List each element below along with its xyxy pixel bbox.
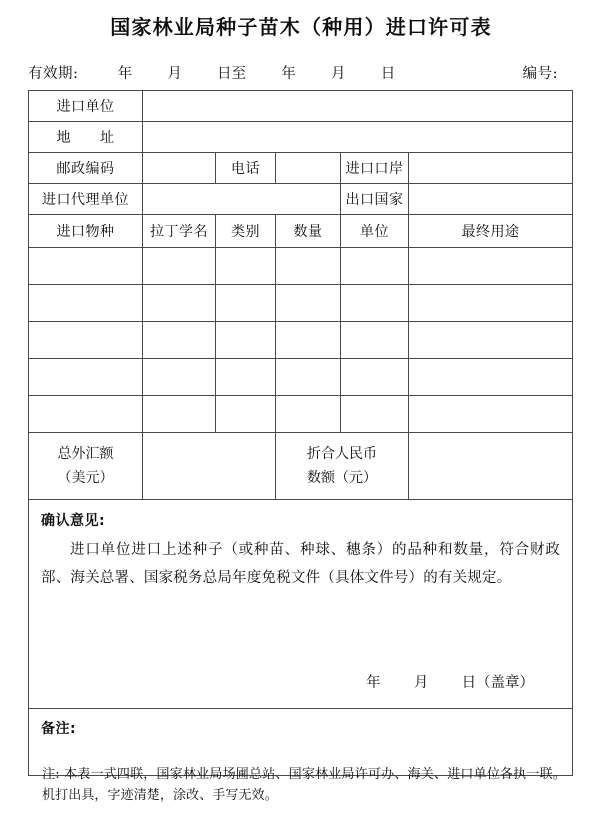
table-row bbox=[29, 285, 573, 322]
species-cell-category[interactable] bbox=[216, 359, 276, 396]
rmb-total-label bbox=[276, 433, 409, 500]
address-value[interactable] bbox=[143, 122, 573, 153]
species-cell-quantity[interactable] bbox=[276, 396, 341, 433]
confirmation-title: 确认意见: bbox=[41, 513, 106, 529]
page-title: 国家林业局种子苗木（种用）进口许可表 bbox=[110, 15, 492, 39]
postcode-label: 邮政编码 bbox=[29, 153, 143, 184]
species-cell-quantity[interactable] bbox=[276, 285, 341, 322]
species-cell-quantity[interactable] bbox=[276, 322, 341, 359]
validity-year-end: 年 bbox=[281, 66, 296, 82]
species-cell-category[interactable] bbox=[216, 396, 276, 433]
validity-month-end: 月 bbox=[330, 66, 346, 82]
foreign-currency-total-label-line2: （美元） bbox=[57, 470, 114, 486]
phone-value[interactable] bbox=[276, 153, 341, 184]
signature-month: 月 bbox=[413, 675, 429, 691]
importer-unit-value[interactable] bbox=[143, 91, 573, 122]
species-cell-final-use[interactable] bbox=[409, 396, 573, 433]
signature-date-line bbox=[366, 671, 534, 692]
validity-day-start: 日至 bbox=[217, 66, 247, 82]
species-header-category: 类别 bbox=[216, 215, 276, 248]
table-row bbox=[29, 248, 573, 285]
foreign-currency-total-value[interactable] bbox=[143, 433, 276, 500]
species-header-final-use: 最终用途 bbox=[409, 215, 573, 248]
species-cell-quantity[interactable] bbox=[276, 359, 341, 396]
foreign-currency-total-label-line1: 总外汇额 bbox=[57, 445, 114, 462]
validity-label: 有效期: bbox=[28, 66, 79, 82]
species-cell-category[interactable] bbox=[216, 285, 276, 322]
table-row-importer-unit bbox=[29, 91, 573, 122]
remark-title: 备注: bbox=[41, 721, 77, 737]
species-cell-unit[interactable] bbox=[341, 359, 409, 396]
export-country-value[interactable] bbox=[409, 184, 573, 215]
footnote: 注: 本表一式四联，国家林业局场圃总站、国家林业局许可办、海关、进口单位各执一联。机打出具，字迹清楚，涂改、手写无效。 bbox=[42, 767, 566, 804]
species-cell-latin[interactable] bbox=[143, 322, 216, 359]
table-row bbox=[29, 359, 573, 396]
species-cell-unit[interactable] bbox=[341, 248, 409, 285]
species-cell-name[interactable] bbox=[29, 396, 143, 433]
import-agent-label: 进口代理单位 bbox=[29, 184, 143, 215]
species-cell-name[interactable] bbox=[29, 248, 143, 285]
species-header-name: 进口物种 bbox=[29, 215, 143, 248]
species-cell-name[interactable] bbox=[29, 285, 143, 322]
species-cell-name[interactable] bbox=[29, 359, 143, 396]
table-row bbox=[29, 396, 573, 433]
species-cell-unit[interactable] bbox=[341, 396, 409, 433]
validity-year-start: 年 bbox=[117, 66, 133, 82]
import-port-label: 进口口岸 bbox=[341, 153, 409, 184]
rmb-total-label-line2: 数额（元） bbox=[307, 470, 377, 486]
confirmation-body: 进口单位进口上述种子（或种苗、种球、穗条）的品种和数量，符合财政部、海关总署、国家税务总局年度免税文件（具体文件号）的有关规定。 bbox=[41, 542, 561, 587]
phone-label: 电话 bbox=[216, 153, 276, 184]
validity-day-end: 日 bbox=[380, 66, 396, 82]
species-cell-latin[interactable] bbox=[143, 248, 216, 285]
table-row-totals bbox=[29, 433, 573, 500]
table-row bbox=[29, 322, 573, 359]
import-permit-table bbox=[28, 90, 573, 776]
serial-number-label: 编号: bbox=[522, 66, 558, 82]
postcode-value[interactable] bbox=[143, 153, 216, 184]
table-row-confirmation bbox=[29, 500, 573, 709]
signature-day-seal: 日（盖章） bbox=[461, 675, 535, 691]
species-header-quantity: 数量 bbox=[276, 215, 341, 248]
species-cell-category[interactable] bbox=[216, 322, 276, 359]
import-port-value[interactable] bbox=[409, 153, 573, 184]
species-cell-final-use[interactable] bbox=[409, 285, 573, 322]
species-cell-quantity[interactable] bbox=[276, 248, 341, 285]
signature-year: 年 bbox=[366, 675, 381, 691]
foreign-currency-total-label bbox=[29, 433, 143, 500]
species-header-unit: 单位 bbox=[341, 215, 409, 248]
table-row-address bbox=[29, 122, 573, 153]
species-cell-final-use[interactable] bbox=[409, 248, 573, 285]
import-agent-value[interactable] bbox=[143, 184, 341, 215]
species-cell-category[interactable] bbox=[216, 248, 276, 285]
species-header-latin: 拉丁学名 bbox=[143, 215, 216, 248]
table-row-agent bbox=[29, 184, 573, 215]
export-country-label: 出口国家 bbox=[341, 184, 409, 215]
importer-unit-label: 进口单位 bbox=[29, 91, 143, 122]
validity-period-line bbox=[28, 62, 572, 84]
species-cell-latin[interactable] bbox=[143, 396, 216, 433]
species-cell-unit[interactable] bbox=[341, 285, 409, 322]
species-cell-final-use[interactable] bbox=[409, 359, 573, 396]
species-table-header-row bbox=[29, 215, 573, 248]
validity-month-start: 月 bbox=[167, 66, 182, 82]
species-cell-final-use[interactable] bbox=[409, 322, 573, 359]
species-cell-unit[interactable] bbox=[341, 322, 409, 359]
address-label: 地 址 bbox=[29, 122, 143, 153]
species-cell-latin[interactable] bbox=[143, 359, 216, 396]
species-cell-latin[interactable] bbox=[143, 285, 216, 322]
rmb-total-value[interactable] bbox=[409, 433, 573, 500]
table-row-contact bbox=[29, 153, 573, 184]
confirmation-section bbox=[29, 500, 573, 709]
rmb-total-label-line1: 折合人民币 bbox=[307, 445, 377, 462]
species-cell-name[interactable] bbox=[29, 322, 143, 359]
